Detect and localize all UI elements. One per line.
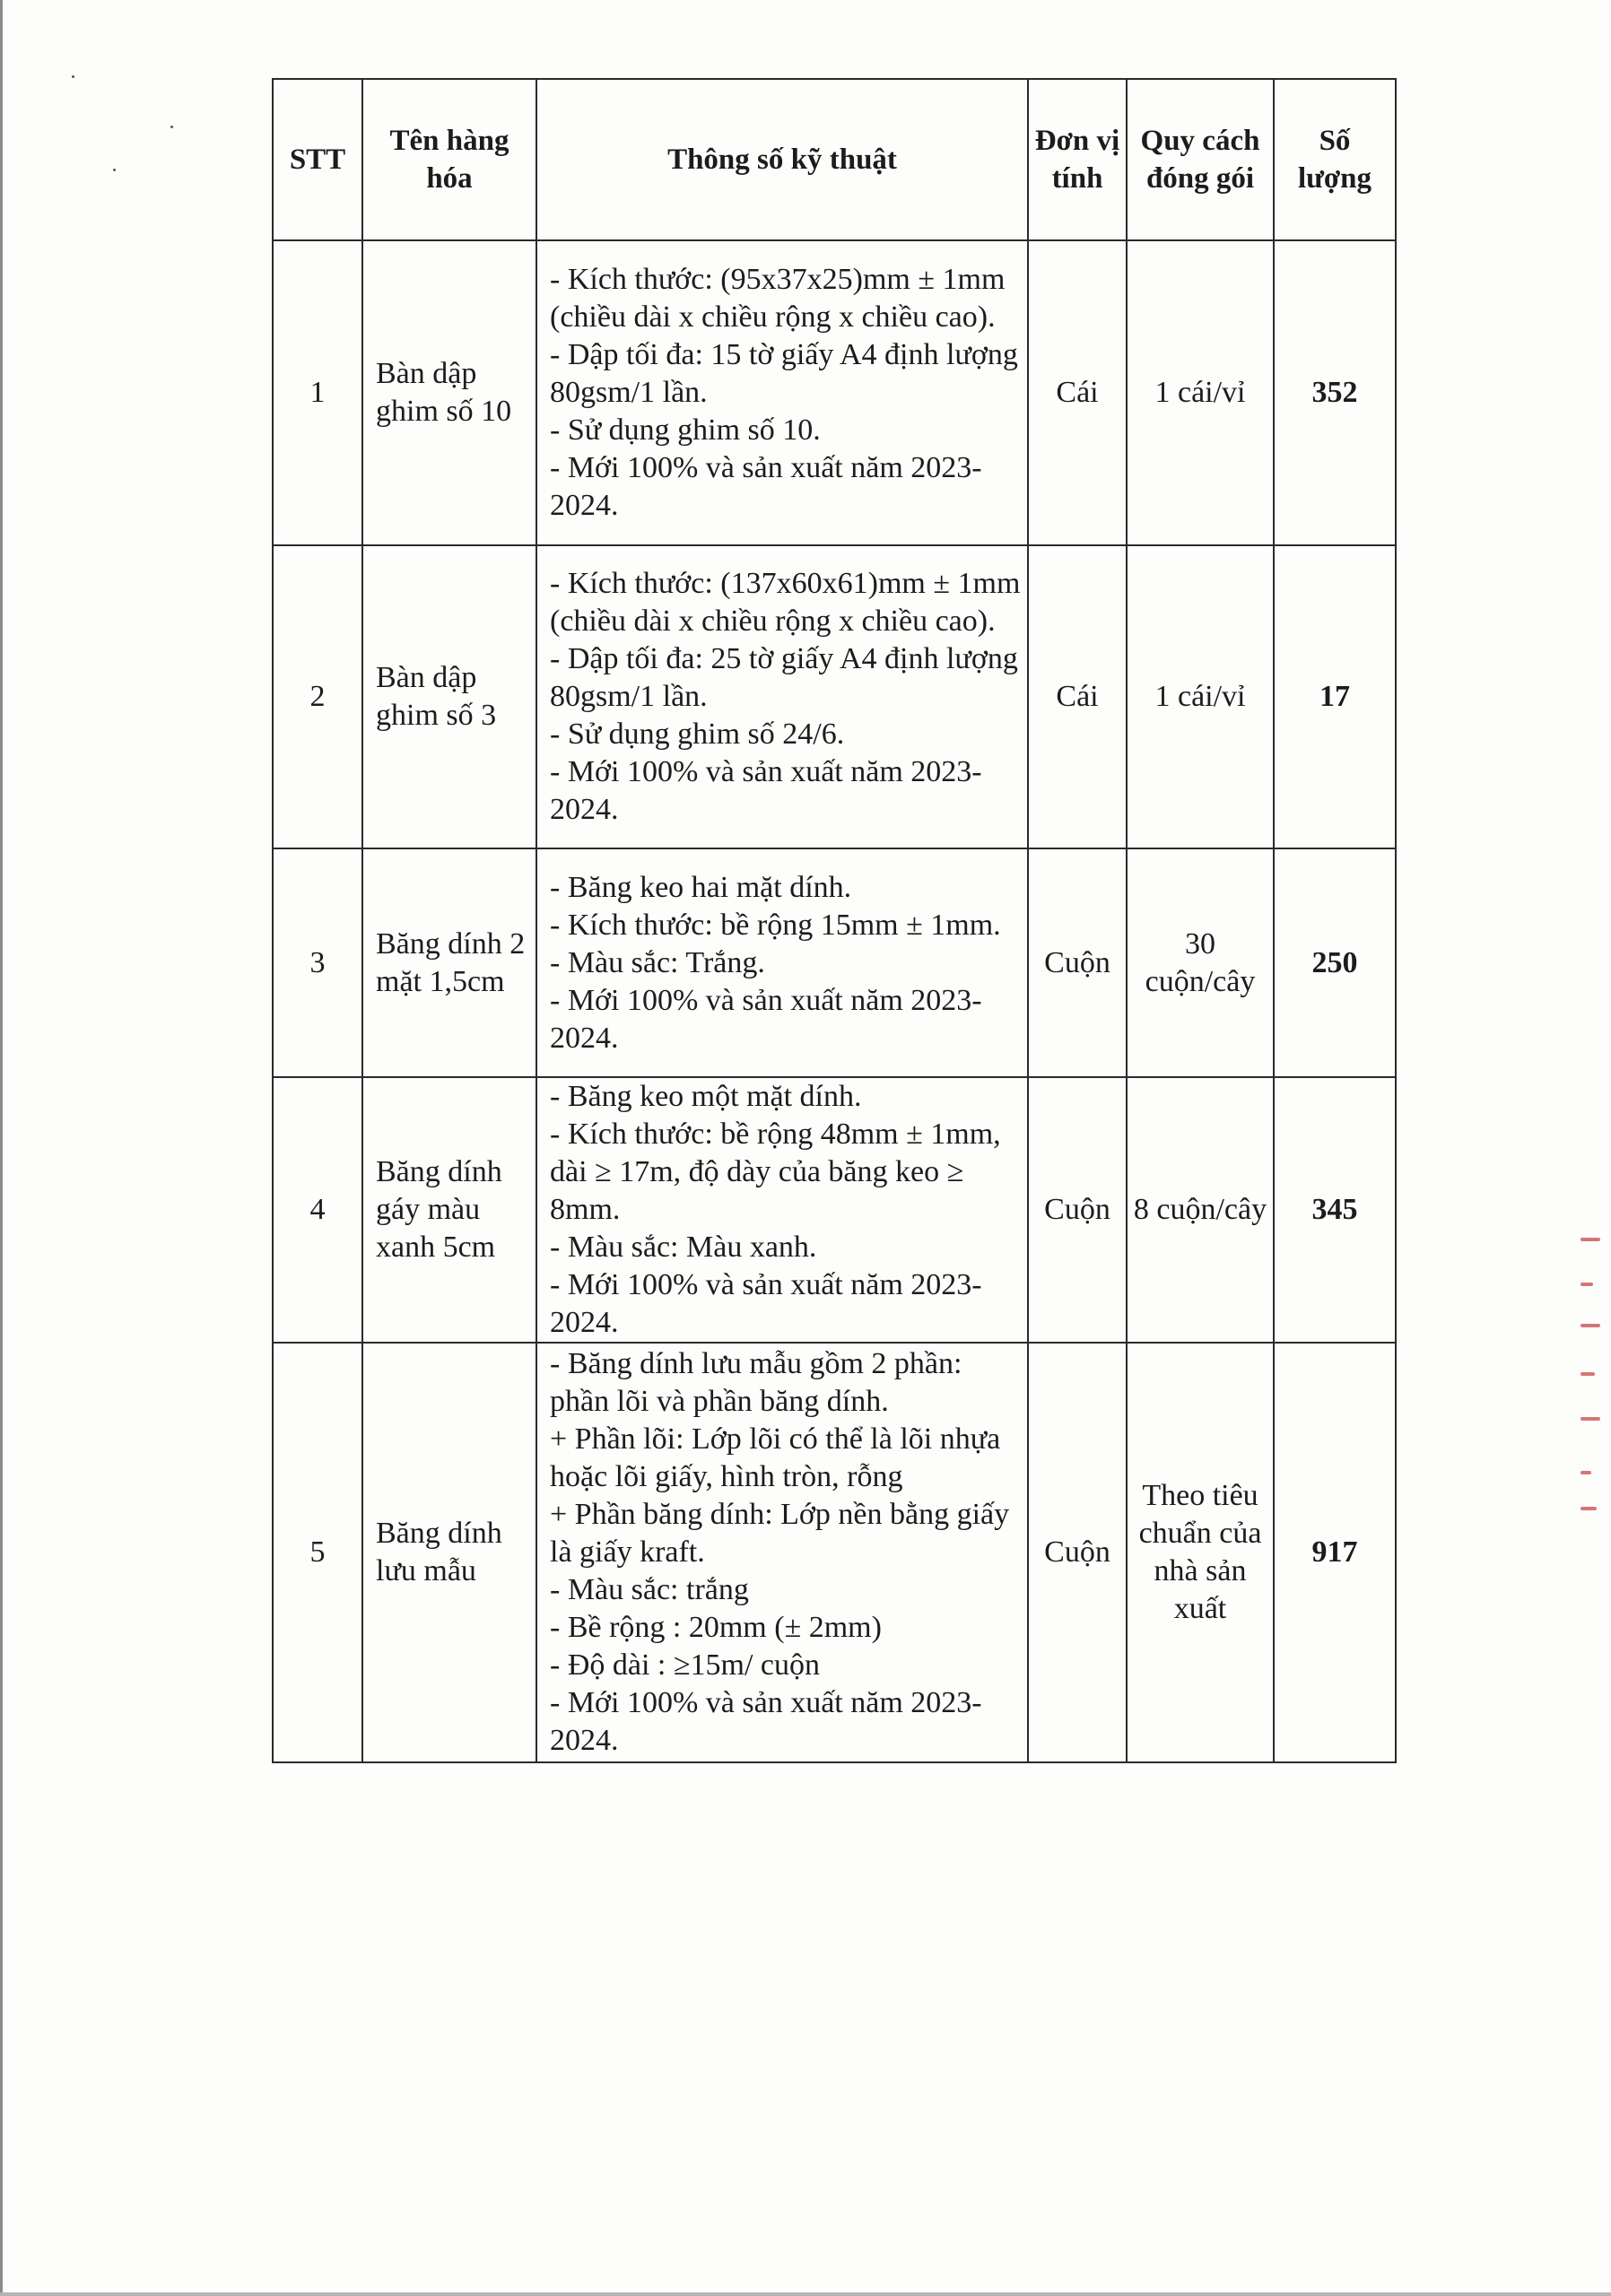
row-stt: 4 (273, 1077, 362, 1343)
spec-line: - Băng keo một mặt dính. (550, 1080, 862, 1113)
goods-spec-table (272, 78, 1397, 1763)
header-stt: STT (273, 79, 362, 240)
spec-line: - Mới 100% và sản xuất năm 2023-2024. (550, 1268, 982, 1339)
row-unit: Cuộn (1028, 1343, 1127, 1762)
scan-speck (170, 126, 173, 128)
row-name: Băng dính 2 mặt 1,5cm (362, 848, 536, 1077)
header-packing: Quy cách đóng gói (1127, 79, 1274, 240)
row-stt: 3 (273, 848, 362, 1077)
spec-line: + Phần lõi: Lớp lõi có thể là lõi nhựa hoặc lõi giấy, hình tròn, rỗng (550, 1422, 1001, 1493)
scan-left-edge (0, 0, 3, 2296)
spec-line: - Băng keo hai mặt dính. (550, 870, 852, 904)
scan-bottom-edge (0, 2292, 1611, 2296)
scan-speck (72, 75, 74, 78)
spec-line: - Mới 100% và sản xuất năm 2023-2024. (550, 1686, 982, 1757)
spec-line: - Độ dài : ≥15m/ cuộn (550, 1648, 821, 1682)
spec-line: - Màu sắc: Trắng. (550, 945, 765, 979)
spec-line: - Mới 100% và sản xuất năm 2023-2024. (550, 983, 982, 1055)
scan-speck (113, 169, 116, 171)
spec-line: - Băng dính lưu mẫu gồm 2 phần: phần lõi và phần băng dính. (550, 1347, 962, 1418)
row-packing: 1 cái/vỉ (1127, 240, 1274, 545)
header-name: Tên hàng hóa (362, 79, 536, 240)
table-row (273, 1077, 1396, 1343)
spec-line: - Dập tối đa: 25 tờ giấy A4 định lượng 80gsm/1 lần. (550, 642, 1018, 713)
spec-line: - Sử dụng ghim số 24/6. (550, 718, 845, 751)
row-quantity: 250 (1274, 848, 1396, 1077)
table-row (273, 1343, 1396, 1762)
row-specs (536, 1077, 1028, 1343)
table-row (273, 240, 1396, 545)
row-quantity: 917 (1274, 1343, 1396, 1762)
spec-line: - Kích thước: (95x37x25)mm ± 1mm (chiều dài x chiều rộng x chiều cao). (550, 263, 1006, 334)
row-unit: Cuộn (1028, 848, 1127, 1077)
header-quantity: Số lượng (1274, 79, 1396, 240)
table-row (273, 545, 1396, 848)
row-stt: 2 (273, 545, 362, 848)
spec-line: - Mới 100% và sản xuất năm 2023-2024. (550, 755, 982, 826)
table-header-row (273, 79, 1396, 240)
row-specs (536, 240, 1028, 545)
spec-line: - Màu sắc: trắng (550, 1573, 749, 1606)
row-name: Bàn dập ghim số 3 (362, 545, 536, 848)
spec-line: - Kích thước: (137x60x61)mm ± 1mm (chiều dài x chiều rộng x chiều cao). (550, 567, 1021, 638)
row-quantity: 345 (1274, 1077, 1396, 1343)
header-unit: Đơn vị tính (1028, 79, 1127, 240)
table-row (273, 848, 1396, 1077)
row-packing: Theo tiêu chuẩn của nhà sản xuất (1127, 1343, 1274, 1762)
header-specs: Thông số kỹ thuật (536, 79, 1028, 240)
row-quantity: 17 (1274, 545, 1396, 848)
row-unit: Cái (1028, 240, 1127, 545)
row-quantity: 352 (1274, 240, 1396, 545)
row-stt: 1 (273, 240, 362, 545)
row-packing: 30 cuộn/cây (1127, 848, 1274, 1077)
row-name: Băng dính lưu mẫu (362, 1343, 536, 1762)
spec-line: - Mới 100% và sản xuất năm 2023-2024. (550, 451, 982, 522)
row-unit: Cuộn (1028, 1077, 1127, 1343)
spec-line: - Dập tối đa: 15 tờ giấy A4 định lượng 80gsm/1 lần. (550, 338, 1018, 409)
row-stt: 5 (273, 1343, 362, 1762)
spec-line: - Kích thước: bề rộng 15mm ± 1mm. (550, 908, 1001, 942)
row-name: Băng dính gáy màu xanh 5cm (362, 1077, 536, 1343)
spec-line: - Màu sắc: Màu xanh. (550, 1231, 817, 1264)
row-packing: 1 cái/vỉ (1127, 545, 1274, 848)
row-name: Bàn dập ghim số 10 (362, 240, 536, 545)
spec-line: - Kích thước: bề rộng 48mm ± 1mm, dài ≥ 17m, độ dày của băng keo ≥ 8mm. (550, 1118, 1001, 1226)
spec-line: + Phần băng dính: Lớp nền bằng giấy là giấy kraft. (550, 1498, 1010, 1569)
spec-line: - Sử dụng ghim số 10. (550, 413, 821, 447)
red-stamp-marks (1581, 1238, 1607, 1525)
row-specs (536, 545, 1028, 848)
row-specs (536, 1343, 1028, 1762)
spec-line: - Bề rộng : 20mm (± 2mm) (550, 1611, 882, 1644)
row-packing: 8 cuộn/cây (1127, 1077, 1274, 1343)
row-unit: Cái (1028, 545, 1127, 848)
row-specs (536, 848, 1028, 1077)
